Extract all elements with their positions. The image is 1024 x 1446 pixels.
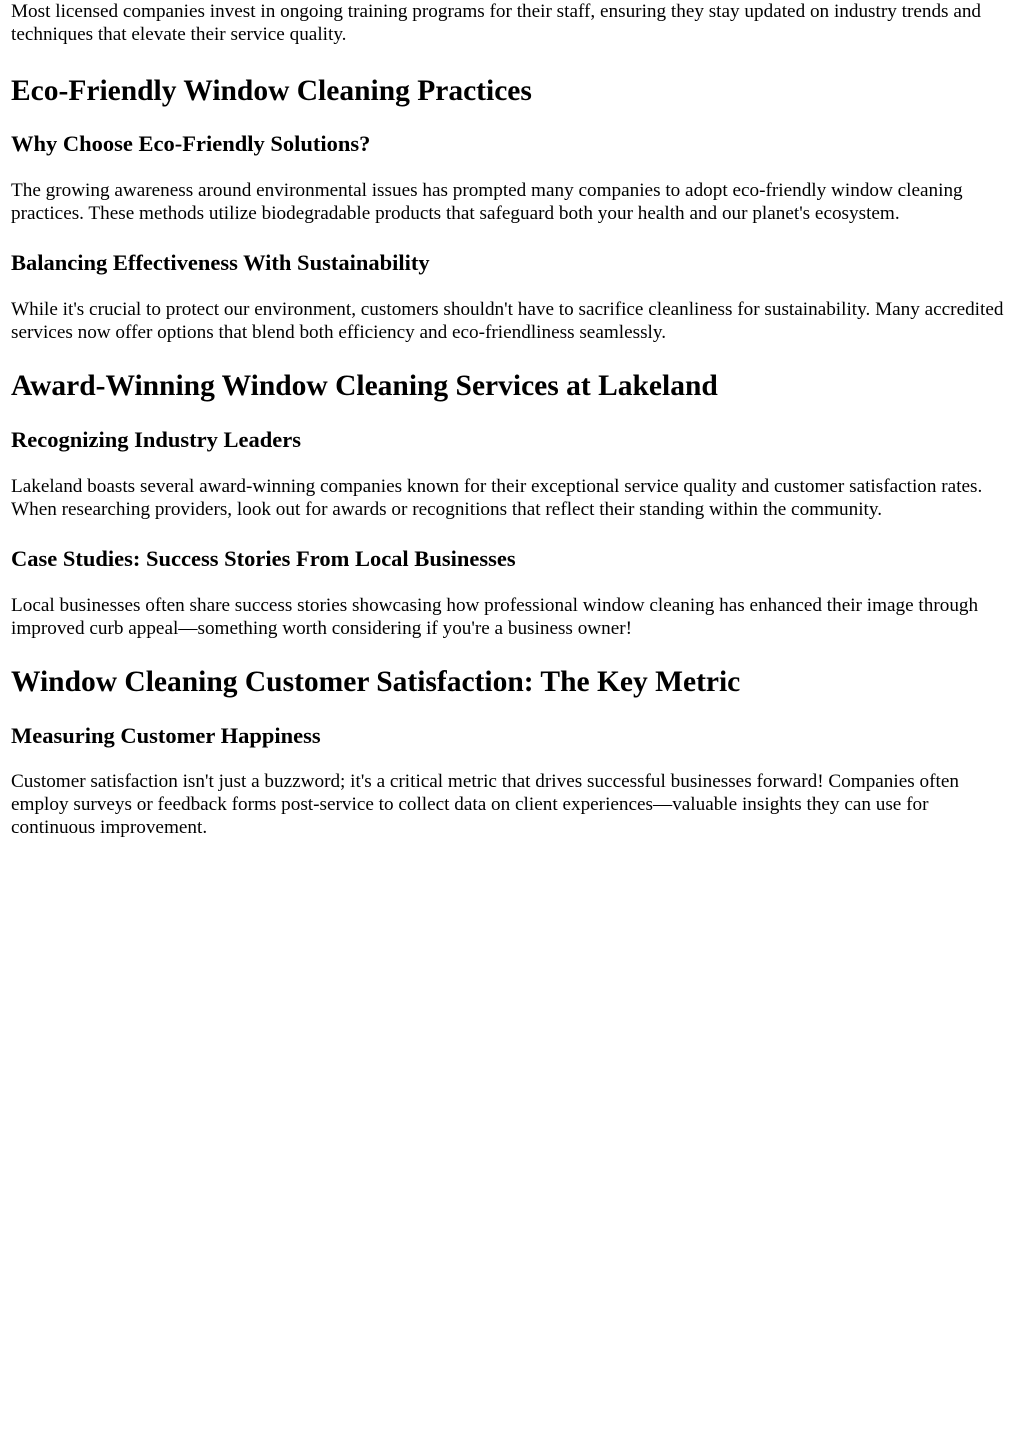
paragraph-industry-leaders: Lakeland boasts several award-winning companies known for their exceptional service quality and customer satisfaction rates. When researching providers, look out for awards or recognitions that reflect their standing within the community. <box>11 476 983 520</box>
subsection-heading-why-choose: Why Choose Eco-Friendly Solutions? <box>11 131 371 156</box>
subsection-heading-balancing: Balancing Effectiveness With Sustainability <box>11 250 430 275</box>
paragraph-balancing: While it's crucial to protect our environment, customers shouldn't have to sacrifice cleanliness for sustainability. Many accredited services now offer options that blend both efficiency and eco-friendliness seamlessly. <box>11 299 1004 343</box>
subsection-heading-measuring-happiness: Measuring Customer Happiness <box>11 723 321 748</box>
intro-paragraph: Most licensed companies invest in ongoing training programs for their staff, ensuring they stay updated on industry trends and techniques that elevate their service quality. <box>11 1 982 45</box>
subsection-heading-industry-leaders: Recognizing Industry Leaders <box>11 427 302 452</box>
paragraph-case-studies: Local businesses often share success stories showcasing how professional window cleaning has enhanced their image through improved curb appeal—something worth considering if you're a business owner! <box>11 595 979 639</box>
section-heading-award-winning: Award-Winning Window Cleaning Services at Lakeland <box>11 370 718 402</box>
section-heading-eco-friendly: Eco-Friendly Window Cleaning Practices <box>11 75 532 107</box>
paragraph-why-choose: The growing awareness around environmental issues has prompted many companies to adopt eco-friendly window cleaning practices. These methods utilize biodegradable products that safeguard both your health and our planet's ecosystem. <box>11 180 963 224</box>
subsection-heading-case-studies: Case Studies: Success Stories From Local Businesses <box>11 546 516 571</box>
paragraph-measuring-happiness: Customer satisfaction isn't just a buzzword; it's a critical metric that drives successful businesses forward! Companies often employ surveys or feedback forms post-service to collect data on client experiences—valuable insights they can use for continuous improvement. <box>11 771 959 838</box>
section-heading-customer-satisfaction: Window Cleaning Customer Satisfaction: The Key Metric <box>11 666 741 698</box>
